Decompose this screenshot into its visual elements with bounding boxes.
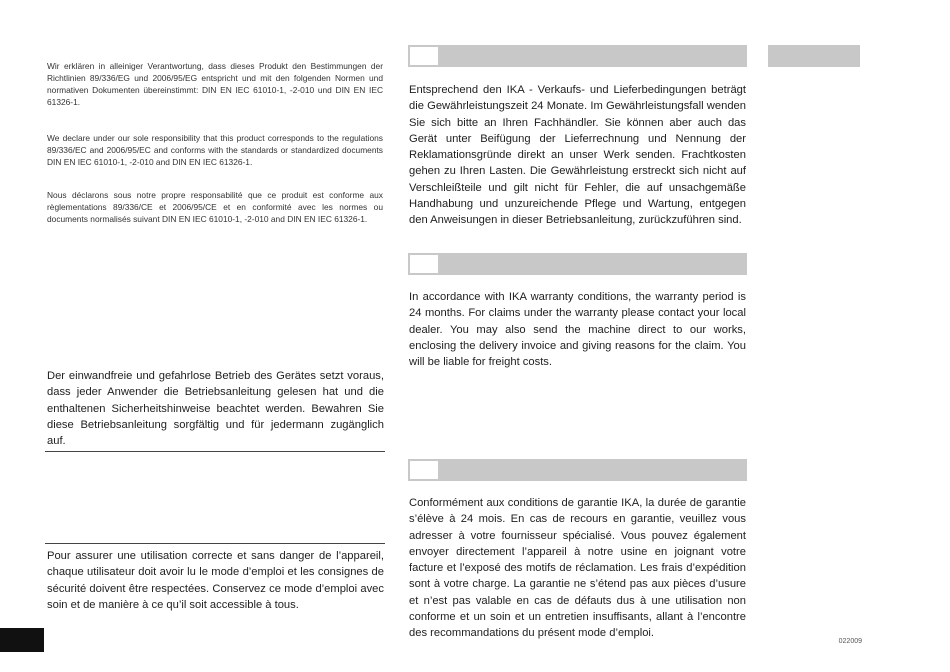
declaration-de: Wir erklären in alleiniger Verantwortung, dass dieses Produkt den Bestimmungen der Richtlinien 89/336/EG und 2006/95/EG entspricht und mit den folgenden Normen und normativen Dokumenten übereinstimmt: DIN EN IEC 61010-1, -2-010 und DIN EN IEC 61326-1. bbox=[47, 61, 383, 107]
warranty-fr: Conformément aux conditions de garantie IKA, la durée de garantie s’élève à 24 mois. En cas de recours en garantie, veuillez vous adresser à votre fournisseur spécialisé. Vous pouvez également envoyer directement l’appareil à notre usine en joignant votre facture et l’exposé des motifs de réclamation. Les frais d’expédition sont à votre charge. La garantie ne s’étend pas aux pièces d’usure et n’est pas valable en cas de défauts dus à une utilisation non conforme et un soin et un entretien insuffisants, allant à l’encontre des recommandations du présent mode d’emploi. bbox=[409, 497, 746, 640]
warranty-en: In accordance with IKA warranty conditions, the warranty period is 24 months. For claims under the warranty please contact your local dealer. You may also send the machine direct to our works, enclosing the delivery invoice and giving reasons for the claim. You will be liable for freight costs. bbox=[409, 291, 746, 369]
right-column-header bbox=[768, 45, 860, 67]
safety-note-de: Der einwandfreie und gefahrlose Betrieb des Gerätes setzt voraus, dass jeder Anwender die Betriebsanleitung gelesen hat und die enthaltenen Sicherheitshinweise beachtet werden. Bewahren Sie diese Betriebsanleitung sorgfältig und für jedermann zugänglich auf. bbox=[47, 370, 384, 448]
divider-bottom bbox=[45, 543, 385, 544]
warranty-header-en bbox=[408, 253, 747, 275]
declaration-en: We declare under our sole responsibility that this product corresponds to the regulations 89/336/EC and 2006/95/EC and conforms with the standards or standardized documents DIN EN IEC 61010-1, -2-010 and DIN EN IEC 61326-1. bbox=[47, 133, 383, 167]
document-code: 022009 bbox=[838, 638, 862, 645]
declaration-fr: Nous déclarons sous notre propre responsabilité que ce produit est conforme aux règlementations 89/336/CE et 2006/95/CE et en conformité avec les normes ou documents normalisés suivant DIN EN IEC 61010-1, -2-010 and DIN EN IEC 61326-1. bbox=[47, 190, 383, 224]
safety-note-fr: Pour assurer une utilisation correcte et sans danger de l’appareil, chaque utilisateur doit avoir lu le mode d’emploi et les consignes de sécurité doivent être respectées. Conservez ce mode d’emploi avec soin et de manière à ce qu’il soit accessible à tous. bbox=[47, 550, 384, 611]
warranty-header-fr bbox=[408, 459, 747, 481]
divider-top bbox=[45, 451, 385, 452]
header-marker bbox=[410, 47, 438, 65]
warranty-header-de bbox=[408, 45, 747, 67]
header-marker bbox=[410, 255, 438, 273]
header-marker bbox=[410, 461, 438, 479]
warranty-de: Entsprechend den IKA - Verkaufs- und Lieferbedingungen beträgt die Gewährleistungszeit 24 Monate. Im Gewährleistungsfall wenden Sie sich bitte an Ihren Fachhändler. Sie können aber auch das Gerät unter Beifügung der Lieferrechnung und Nennung der Reklamationsgründe direkt an unser Werk senden. Frachtkosten gehen zu Ihren Lasten. Die Gewährleistung erstreckt sich nicht auf Verschleißteile und gilt nicht für Fehler, die auf unsachgemäße Handhabung und unzureichende Pflege und Wartung, entgegen den Anweisungen in dieser Betriebsanleitung, zurückzuführen sind. bbox=[409, 84, 746, 227]
page-corner-tab bbox=[0, 628, 44, 652]
